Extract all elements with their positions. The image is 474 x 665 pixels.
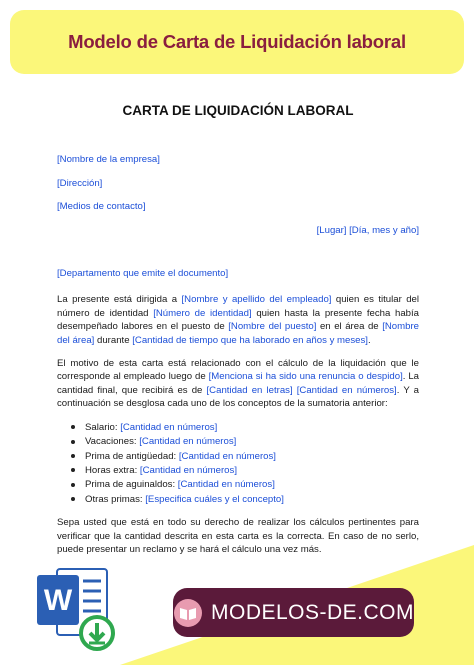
contact-field: [Medios de contacto] — [57, 201, 146, 213]
header-banner — [10, 10, 464, 74]
item-value: [Cantidad en números] — [177, 479, 275, 491]
item-label: Prima de aguinaldos: — [85, 479, 178, 491]
item-label: Prima de antigüedad: — [85, 450, 179, 462]
item-value: [Especifica cuáles y el concepto] — [145, 493, 284, 505]
paragraph-closing: Sepa usted que está en todo su derecho de realizar los cálculos pertinentes para verificar que la cantidad descrita en esta carta es la correcta. En caso de no serlo, puede presentar un reclamo y se hará el cálculo una vez más. — [57, 517, 419, 555]
page-title: Modelo de Carta de Liquidación laboral — [68, 31, 406, 52]
placeholder-reason: [Menciona si ha sido una renuncia o despido] — [208, 371, 403, 383]
text: . La cantidad final, que recibirá es de — [57, 371, 419, 396]
book-icon — [173, 598, 203, 628]
placeholder-amount-letters: [Cantidad en letras] — [206, 384, 293, 396]
item-value: [Cantidad en números] — [139, 464, 237, 476]
placeholder-id-number: [Número de identidad] — [153, 307, 252, 319]
list-item — [71, 464, 419, 477]
item-label: Salario: — [85, 421, 121, 433]
document-title: CARTA DE LIQUIDACIÓN LABORAL — [122, 103, 354, 118]
item-value: [Cantidad en números] — [120, 421, 218, 433]
paragraph-intro — [57, 293, 419, 347]
concepts-list — [57, 421, 419, 506]
placeholder-position: [Nombre del puesto] — [228, 321, 317, 333]
place-date-field: [Lugar] [Día, mes y año] — [316, 224, 419, 236]
text: El motivo de esta carta está relacionado con el cálculo de la liquidación que le corresponde al empleado luego de — [57, 358, 419, 383]
text: quien hasta la presente fecha había desempeñado labores en el puesto de — [57, 307, 419, 333]
item-label: Vacaciones: — [85, 436, 140, 448]
text: quien es titular del número de identidad — [57, 294, 419, 319]
brand-link[interactable] — [173, 588, 414, 637]
text: La presente está dirigida a — [57, 294, 182, 306]
item-value: [Cantidad en números] — [178, 450, 276, 462]
list-item — [71, 450, 419, 463]
item-value: [Cantidad en números] — [139, 436, 237, 448]
list-item — [71, 478, 419, 491]
text: durante — [94, 334, 133, 346]
item-label: Otras primas: — [85, 493, 146, 505]
placeholder-amount-numbers: [Cantidad en números] — [296, 384, 397, 396]
list-item — [71, 421, 419, 434]
department-field: [Departamento que emite el documento] — [57, 268, 229, 280]
text: . Y a continuación se desglosa cada uno de los conceptos de la sumatoria anterior: — [57, 384, 420, 410]
list-item — [71, 435, 419, 448]
brand-name: MODELOS-DE.COM — [211, 600, 415, 624]
list-item — [71, 493, 419, 506]
text: . — [367, 334, 371, 346]
paragraph-reason — [57, 357, 419, 411]
placeholder-employee-name: [Nombre y apellido del empleado] — [181, 294, 332, 306]
placeholder-time-worked: [Cantidad de tiempo que ha laborado en años y meses] — [132, 334, 368, 346]
address-field: [Dirección] — [57, 177, 103, 189]
company-name-field: [Nombre de la empresa] — [57, 154, 160, 166]
word-letter: W — [43, 584, 73, 617]
item-label: Horas extra: — [85, 464, 140, 476]
word-download-icon[interactable] — [35, 563, 115, 653]
text: en el área de — [316, 321, 383, 333]
placeholder-area: [Nombre del área] — [57, 321, 419, 346]
letter-document — [57, 96, 419, 566]
